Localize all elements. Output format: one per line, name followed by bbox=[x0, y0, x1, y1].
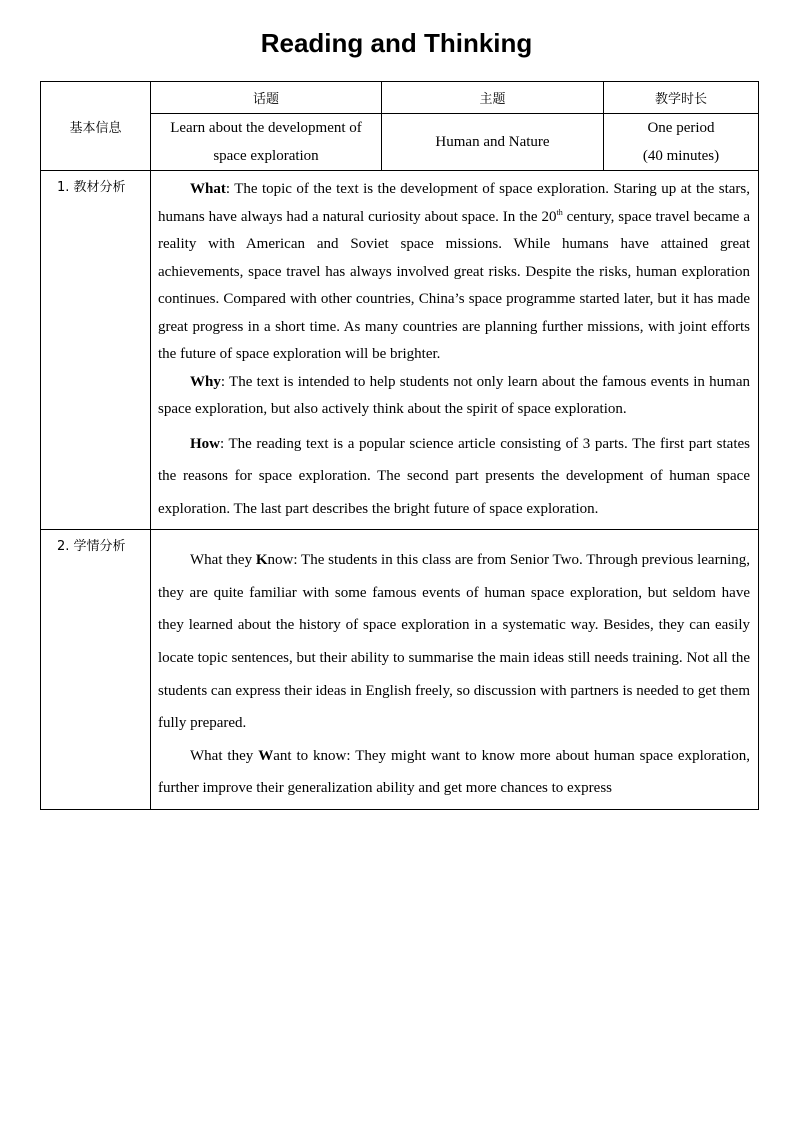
what-text-a: : The topic of the text is the development of space exploration. Staring up at the stars, humans have always had a natural curiosity about space. In the 20 bbox=[158, 181, 750, 225]
why-paragraph bbox=[158, 369, 750, 424]
section1-content bbox=[151, 171, 759, 530]
how-paragraph bbox=[158, 428, 750, 526]
section2-row bbox=[41, 530, 759, 810]
theme-header: 主题 bbox=[382, 82, 604, 114]
topic-value: Learn about the development of space exploration bbox=[151, 114, 382, 171]
what-superscript: th bbox=[556, 207, 563, 217]
want-paragraph bbox=[158, 740, 750, 805]
lesson-plan-table bbox=[40, 81, 759, 810]
theme-value: Human and Nature bbox=[382, 114, 604, 171]
why-text: : The text is intended to help students not only learn about the famous events in human space exploration, but also actively think about the spirit of space exploration. bbox=[158, 373, 750, 417]
want-keyword: W bbox=[258, 747, 274, 764]
know-text: now: The students in this class are from Senior Two. Through previous learning, they are quite familiar with some famous events of human space exploration, but seldom have they learned about the history of space exploration in a systematic way. Besides, they can easily locate topic sentences, but their ability to summarise the main ideas still needs training. Not all the students can express their ideas in English freely, so discussion with partners is needed to get them fully prepared. bbox=[158, 552, 750, 732]
know-paragraph bbox=[158, 544, 750, 740]
section1-label: 1. 教材分析 bbox=[41, 171, 151, 530]
why-keyword: Why bbox=[190, 373, 221, 390]
want-prefix: What they bbox=[190, 747, 259, 764]
what-keyword: What bbox=[190, 181, 226, 197]
page-title: Reading and Thinking bbox=[260, 28, 533, 58]
what-text-b: century, space travel became a reality with American and Soviet space missions. While humans have attained great achievements, space travel has always involved great risks. Despite the risks, human exploration continues. Compared with other countries, China’s space programme started later, but it has made great progress in a short time. As many countries are planning further missions, with joint efforts the future of space exploration will be brighter. bbox=[158, 208, 750, 362]
how-text: : The reading text is a popular science article consisting of 3 parts. The first part states the reasons for space exploration. The second part presents the development of human space exploration. The last part describes the bright future of space exploration. bbox=[158, 435, 750, 517]
know-keyword: K bbox=[255, 552, 268, 569]
duration-value bbox=[604, 114, 759, 171]
duration-header: 教学时长 bbox=[604, 82, 759, 114]
know-prefix: What they bbox=[190, 552, 256, 569]
topic-header: 话题 bbox=[151, 82, 382, 114]
basic-info-header-row bbox=[41, 82, 759, 114]
section2-label: 2. 学情分析 bbox=[41, 530, 151, 810]
want-text: ant to know: They might want to know more about human space exploration, further improve their generalization ability and get more chances to express bbox=[158, 747, 750, 797]
duration-line-2: (40 minutes) bbox=[642, 148, 720, 164]
section1-row bbox=[41, 171, 759, 530]
section2-content bbox=[151, 530, 759, 810]
duration-line-1: One period bbox=[647, 120, 715, 136]
what-paragraph bbox=[158, 176, 750, 369]
how-keyword: How bbox=[190, 435, 220, 452]
basic-info-label: 基本信息 bbox=[41, 82, 151, 171]
